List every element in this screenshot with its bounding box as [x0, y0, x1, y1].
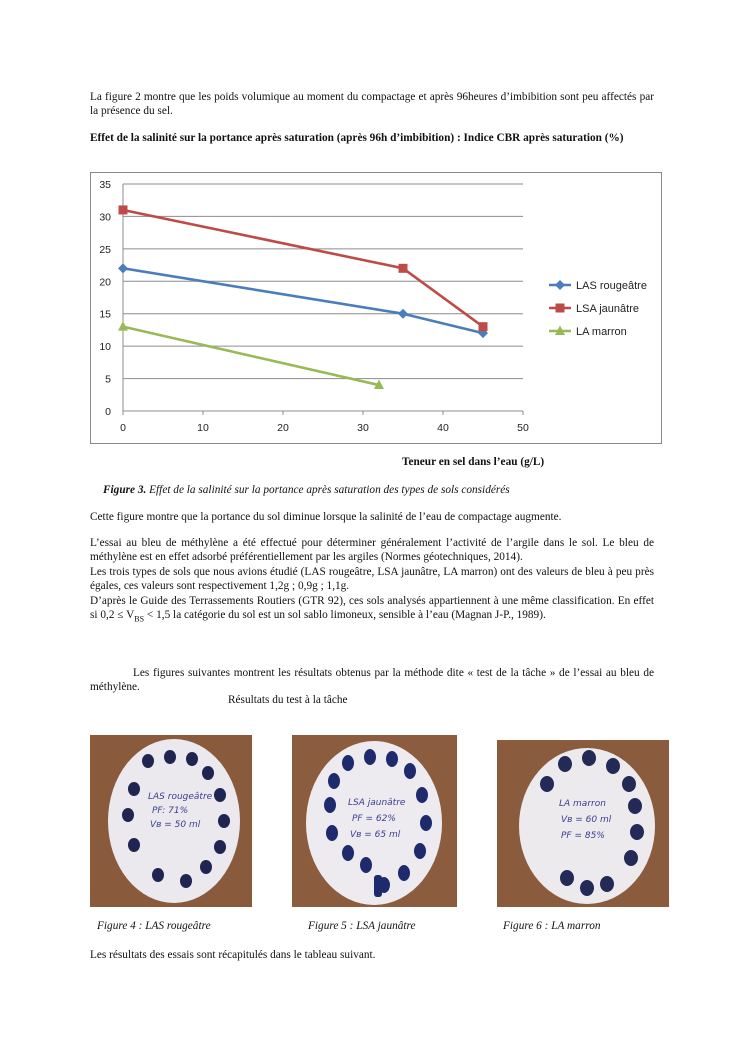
series-line-1: [123, 268, 483, 333]
data-point-series-2: [119, 205, 128, 214]
data-point-series-3: [118, 321, 128, 331]
y-tick-label: 10: [99, 341, 111, 354]
figure-6-caption: Figure 6 : LA marron: [503, 920, 601, 932]
x-tick-label: 50: [517, 422, 529, 434]
methylene-paragraph-1: L’essai au bleu de méthylène a été effectué pour déterminer généralement l’activité de l’argile dans le sol. Le bleu de méthylène est en effet adsorbé préférentiellement par les argiles (Normes géotechniques, 2014).: [90, 537, 654, 564]
figure-4-caption: Figure 4 : LAS rougeâtre: [97, 920, 211, 932]
y-tick-label: 5: [105, 373, 111, 386]
photo-3-writing-2: Vʙ = 60 ml: [561, 815, 612, 825]
data-point-series-2: [399, 264, 408, 273]
final-paragraph: Les résultats des essais sont récapitulés dans le tableau suivant.: [90, 949, 376, 961]
conclusion-paragraph: Cette figure montre que la portance du sol diminue lorsque la salinité de l’eau de compactage augmente.: [90, 511, 562, 523]
photo-1-writing-1: LAS rougeâtre: [148, 792, 213, 802]
photo-lsa-jaunatre: [292, 735, 457, 907]
y-tick-label: 30: [99, 211, 111, 224]
photo-las-rougeatre: [90, 735, 252, 907]
photo-1-writing-2: PF: 71%: [152, 806, 189, 816]
vbs-subscript: BS: [134, 614, 145, 624]
photo-2-writing-2: PF = 62%: [352, 814, 396, 824]
section-title: Effet de la salinité sur la portance après saturation (après 96h d’imbibition) : Indice CBR après saturation (%): [90, 132, 624, 144]
x-tick-label: 10: [197, 422, 209, 434]
data-point-series-2: [479, 322, 488, 331]
figure-3-label: Figure 3.: [103, 484, 147, 496]
cbr-chart-svg: [91, 173, 661, 443]
stain-test-photo-2: [292, 735, 457, 907]
x-tick-label: 30: [357, 422, 369, 434]
photo-3-writing-1: LA marron: [559, 799, 606, 809]
legend-marker-2: [556, 304, 565, 313]
series-line-2: [123, 210, 483, 327]
methylene-paragraph-3-start: D’après le Guide des Terrassements Routiers (GTR 92), ces sols analysés appartiennent à une même classification. En effet si 0,2 ≤ V: [90, 595, 654, 622]
y-tick-label: 20: [99, 276, 111, 289]
y-tick-label: 0: [105, 406, 111, 418]
photo-2-writing-3: Vʙ = 65 ml: [350, 830, 401, 840]
y-tick-label: 15: [99, 308, 111, 321]
x-tick-label: 0: [120, 422, 126, 434]
photo-la-marron: [497, 740, 669, 907]
legend-label-3: LA marron: [576, 326, 627, 338]
figures-intro-paragraph: Les figures suivantes montrent les résultats obtenus par la méthode dite « test de la tâche » de l’essai au bleu de méthylène.: [90, 667, 654, 694]
photo-2-writing-1: LSA jaunâtre: [348, 798, 406, 808]
intro-paragraph: La figure 2 montre que les poids volumique au moment du compactage et après 96heures d’imbibition sont peu affectés par la présence du sel.: [90, 91, 654, 118]
methylene-paragraph-3: [90, 594, 654, 627]
data-point-series-1: [118, 263, 128, 273]
chart-xlabel: Teneur en sel dans l’eau (g/L): [402, 456, 545, 468]
figure-5-caption: Figure 5 : LSA jaunâtre: [308, 920, 416, 932]
photo-3-writing-3: PF = 85%: [561, 831, 605, 841]
x-tick-label: 20: [277, 422, 289, 434]
cbr-chart: [90, 172, 662, 444]
series-line-3: [123, 327, 379, 385]
methylene-paragraph-2: Les trois types de sols que nous avions étudié (LAS rougeâtre, LSA jaunâtre, LA marron) ont des valeurs de bleu à peu près égales, ces valeurs sont respectivement 1,2g ; 0,9g ; 1,1g.: [90, 566, 654, 593]
photo-1-writing-3: Vʙ = 50 ml: [150, 820, 201, 830]
data-point-series-1: [398, 309, 408, 319]
figure-3-text: Effet de la salinité sur la portance après saturation des types de sols considérés: [146, 484, 510, 496]
results-subtitle: Résultats du test à la tâche: [228, 694, 348, 706]
legend-marker-1: [555, 280, 565, 290]
x-tick-label: 40: [437, 422, 449, 434]
stain-test-photo-1: [90, 735, 252, 907]
y-tick-label: 25: [99, 243, 111, 256]
figure-3-caption: [103, 484, 510, 496]
y-tick-label: 35: [99, 179, 111, 191]
legend-label-2: LSA jaunâtre: [576, 303, 639, 315]
methylene-paragraph-3-end: < 1,5 la catégorie du sol est un sol sablo limoneux, sensible à l’eau (Magnan J-P., 1989).: [144, 609, 546, 622]
legend-label-1: LAS rougeâtre: [576, 280, 647, 292]
stain-test-photo-3: [497, 740, 669, 907]
